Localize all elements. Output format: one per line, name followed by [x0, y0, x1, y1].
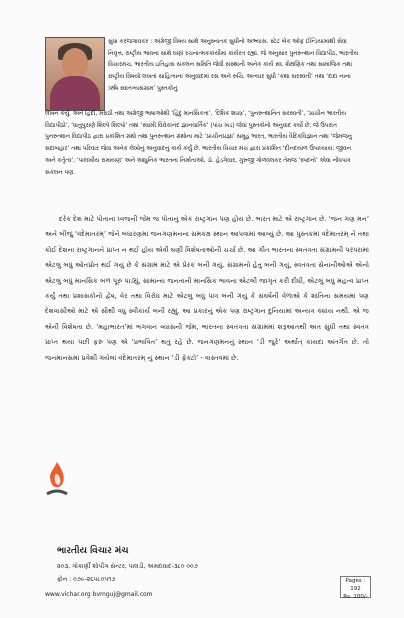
publisher-logo: [43, 460, 71, 500]
publisher-phone: ફોન : ૦૭૯-૨૬૫૮૦૫૧૭: [57, 576, 116, 583]
author-bio-top: [108, 37, 360, 96]
author-photo: [45, 37, 105, 111]
publisher-website[interactable]: www.vichar.org bvmguj@gmail.com: [45, 591, 153, 598]
pages-count: Pages : 192: [345, 578, 366, 592]
author-bio-intro: સુધા કરંજગાવકર : અંગ્રેજી વિષય સાથે અનુસ્નાતક સુધીનો અભ્યાસ. સ્ટેટ બેંક ઓફ ઈન્ડિયામાંથી સેવા નિવૃત્ત, રાષ્ટ્રીય ભાવના સાથે ઘણાં રચનાત્મકકાર્યોમાં કાર્યરત રહ્યાં. જે અનુસાર પુનરુત્થાન વિદ્યાપીઠ, ભારતીય વિચારમંચ, ભારતીય ઇતિહાસ સંકલન સમિતિ જેવી સંસ્થાની અનેક કાર્ય સ્વ. શૈક્ષણિક તથા સામાજિક તથા રાષ્ટ્રીય વિષયો લખતાં સાહિત્યના અનુવાદમાં રસ અને રુચિ. અત્યાર સુધી ‘કથા સરસ્વતી’ તથા ‘દાદા નાના ઋષિ સ્વાતંત્ર્યસંગ્રામ’ પુસ્તકોનું: [108, 39, 359, 92]
logo-base: [47, 491, 67, 494]
price-box: [340, 576, 371, 598]
author-face: [62, 48, 88, 79]
book-summary: [45, 212, 369, 366]
author-bio-continued: લેખન કર્યું. અને હિંદી, મરાઠી તથા અંગ્રેજી ભાષાઓથી ‘હિંદુ માનસિકતા’, ‘દૈશિક શાસ્ત્ર’, ‘પુનરુત્થાનિત સરસ્વતી’, ‘પ્રાચીન ભારતીય વિદ્યાપીઠો’, ‘ધાતુપુરાણે શિલ્પે શિલ્પો’ તથા ‘સ્વામી વિવેકાનંદ જ્ઞાનવાર્તિક’ (પાંચ ખંડ) જેવાં પુસ્તકોનો અનુવાદ કર્યો છે. જે ઉપરાંત પુનરુત્થાન વિદ્યાપીઠ દ્વારા પ્રકાશિત ગ્રંથો તથા પુનરુત્થાન ગ્રંથોના માટે ‘પ્રાચીનપ્રજ્ઞા’ સમૂહ ભારત, ભારતીય વૈદિકવિજ્ઞાન તથા ‘જેમજનુ સદાબહાર’ તથા પરિવાર જેવા અનેક લેખોનું અનુવાદનું કાર્ય કર્યું છે. ભારતીય વિચાર મંચ દ્વારા પ્રકાશિત ‘દીનદયાળ ઉપાધ્યાય: જીવન અને કર્તૃત્વ’, ‘પાલખીય રામાયણ’ અને આધુનિક ભારતના નિર્માતાઓ, ડૉ. હેડગેવાર, ગુરુજી ગોળવલકર તેમજ ‘સ્પદનો’ એવા નોંધપાત્ર સંકલન પણ.: [45, 111, 352, 176]
author-bio-full: [45, 109, 362, 179]
author-body: [50, 76, 100, 111]
price-label: Rs. 200/-: [343, 594, 368, 600]
summary-text: દરેક દેશ માટે પોતાના ધ્વજની જેમ જ પોતાનું એક રાષ્ટ્રગાન પણ હોય છે. ભારત માટે એ રાષ્ટ્રગાન છે. ‘જન ગણ મન’ અને બીજું ‘વંદેમાતરમ્’ જેને બંધારણમાં જનગણમનના સમકક્ષ સ્થાન આપવામાં આવ્યું છે. આ પુસ્તકમાં વંદેમાતરમ્ ને તથા કોઈ દેશના રાષ્ટ્રગાનને પ્રાપ્ત ન થઈ હોય એવી ઘણી વિશેષતાઓની ચર્ચા છે. આ ગીત ભારતના સ્વતંત્રતા સંગ્રામની પરંપરામાં એટલું બધું ઓતપ્રોત થઈ ગયું છે કે સંગ્રામ માટે એ પ્રેરક બની ગયું. સંગ્રામનો હેતુ બની ગયું, સ્વતંત્રતા સેનાનીઓએ એનો એટલું બધું માનસિક બળ પૂરું પાડ્યું, સામાન્ય જનતાની માનસિક ભાવના એટલી જાગૃત કરી દીધી, એટલું બધું મહત્વ પ્રાપ્ત કર્યું તથા પ્રશાસકોનો દ્વેષ, વેર તથા વિરોધ માટે એટલું બધું પાત્ર બની ગયું કે સંઘર્ષની વેળાએ કે શાંતિના સમયમાં પણ દેશવાસીઓ માટે એ સૌથી વધુ સ્વીકાર્ય બની રહ્યું. આ પ્રકારનું એક પણ રાષ્ટ્રગાન દુનિયામાં અન્યત્ર ક્યાંય નથી. એ જ એની વિશેષતા છે. ‘મહાભારત’માં ભગવાન વ્યાસની જેમ, ભારતના સ્વતંત્રતા સંગ્રામમાં શરૂઆતથી અંત સુધી તથા સ્વતંત્ર પ્રાપ્ત થયા પછી ફરુ પણ એ ‘પ્રભાવિત’ થતું રહે છે. જનગણમનનું સ્થાન ‘ડી જુરે’ અર્થાત્ કાયદા અંતર્ગત છે. તો જનમાનસમાં પ્રવેશી ગયેલાં વંદેમાતરમ્ નું સ્થાન ‘ડી ફેક્ટો’ - વાસ્તવમાં છે.: [45, 215, 369, 362]
publisher-address: ૨૦૩, ગોકાર્ણી શોપીંગ સેન્ટર, પાલડી, અમદાવાદ-૩૮૦ ૦૦૭: [57, 563, 198, 570]
publisher-name: ભારતીય વિચાર મંચ: [57, 546, 129, 556]
